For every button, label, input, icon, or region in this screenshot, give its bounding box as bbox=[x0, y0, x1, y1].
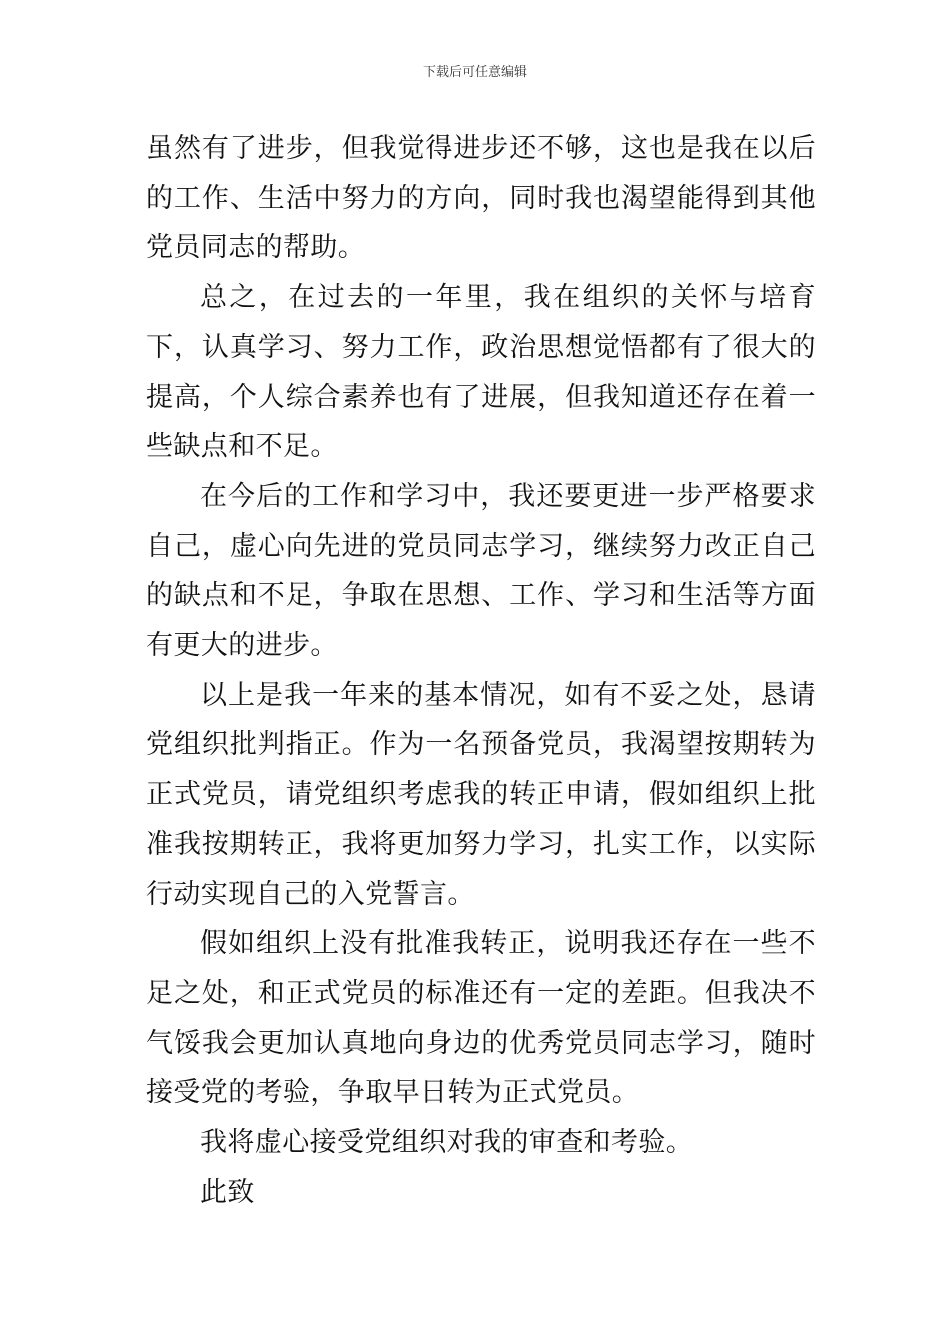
paragraph-request: 以上是我一年来的基本情况，如有不妥之处，恳请党组织批判指正。作为一名预备党员，我渴望按期转为正式党员，请党组织考虑我的转正申请，假如组织上批准我按期转正，我将更加努力学习，扎实工作，以实际行动实现自己的入党誓言。 bbox=[146, 679, 816, 910]
page-header: 下载后可任意编辑 bbox=[422, 65, 527, 80]
paragraph-summary: 总之，在过去的一年里，我在组织的关怀与培育下，认真学习、努力工作，政治思想觉悟都有了很大的提高，个人综合素养也有了进展，但我知道还存在着一些缺点和不足。 bbox=[146, 282, 816, 463]
paragraph-closing: 此致 bbox=[200, 1176, 255, 1208]
paragraph-progress: 虽然有了进步，但我觉得进步还不够，这也是我在以后的工作、生活中努力的方向，同时我也渴望能得到其他党员同志的帮助。 bbox=[146, 133, 816, 264]
paragraph-future-plan: 在今后的工作和学习中，我还要更进一步严格要求自己，虚心向先进的党员同志学习，继续努力改正自己的缺点和不足，争取在思想、工作、学习和生活等方面有更大的进步。 bbox=[146, 480, 816, 662]
document-body bbox=[146, 124, 816, 1217]
paragraph-if-not-approved: 假如组织上没有批准我转正，说明我还存在一些不足之处，和正式党员的标准还有一定的差距。但我决不气馁我会更加认真地向身边的优秀党员同志学习，随时接受党的考验，争取早日转为正式党员。 bbox=[146, 928, 816, 1109]
paragraph-accept-review: 我将虚心接受党组织对我的审查和考验。 bbox=[200, 1127, 694, 1159]
